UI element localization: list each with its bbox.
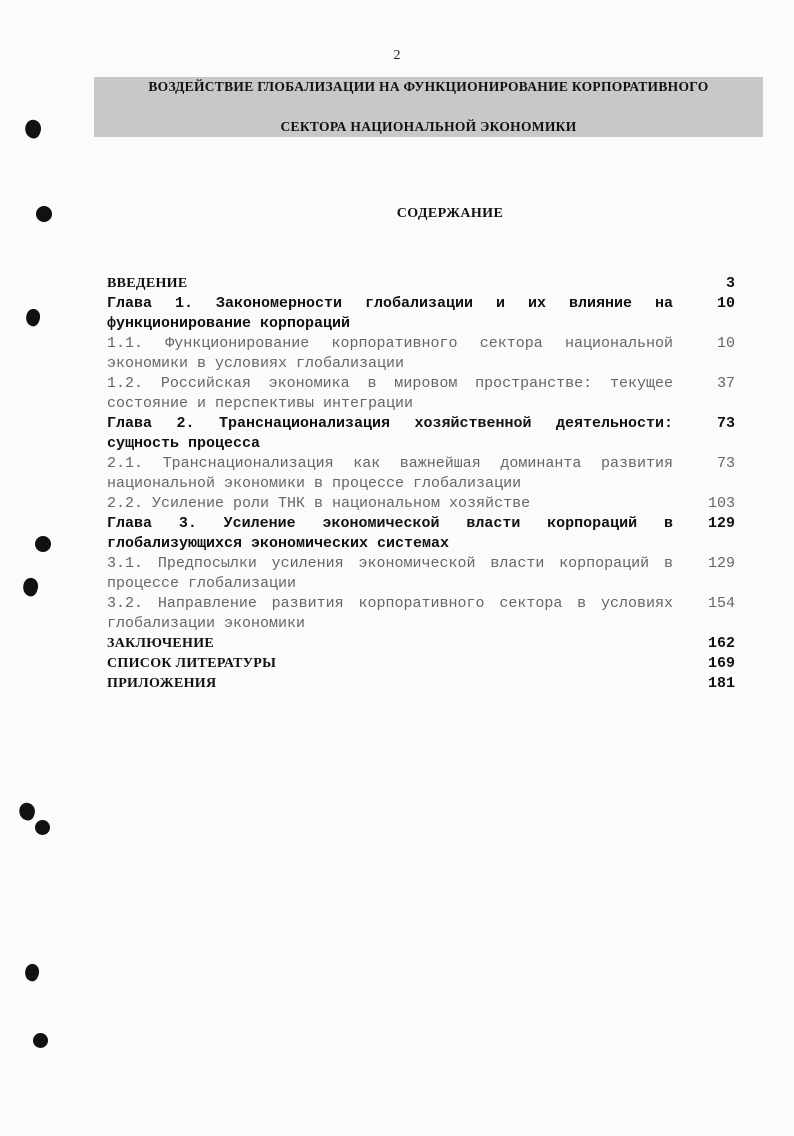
toc-row-conclusion [107, 634, 735, 654]
header-line-2: СЕКТОРА НАЦИОНАЛЬНОЙ ЭКОНОМИКИ [280, 119, 577, 134]
table-of-contents [107, 274, 735, 694]
toc-row-chapter-2 [107, 414, 735, 454]
ink-blot [24, 307, 43, 328]
toc-entry-text: 2.2. Усиление роли ТНК в национальном хозяйстве [107, 495, 531, 512]
toc-entry-text: Глава 1. Закономерности глобализации и их влияние на функционирование корпораций [107, 295, 673, 332]
toc-entry-text: 1.2. Российская экономика в мировом пространстве: текущее состояние и перспективы интеграции [107, 375, 673, 412]
toc-page-number: 3 [725, 275, 735, 292]
contents-title: СОДЕРЖАНИЕ [396, 206, 504, 221]
toc-entry-text: Глава 3. Усиление экономической власти корпораций в глобализующихся экономических системах [107, 515, 673, 552]
binder-hole [35, 820, 50, 835]
toc-page-number: 169 [707, 655, 735, 672]
binder-hole [33, 1033, 48, 1048]
toc-row-introduction [107, 274, 735, 294]
toc-row-appendices [107, 674, 735, 694]
toc-row-section-3-1 [107, 554, 735, 594]
toc-row-bibliography [107, 654, 735, 674]
toc-row-section-1-1 [107, 334, 735, 374]
page-number: 2 [393, 48, 401, 63]
toc-page-number: 73 [716, 415, 735, 432]
toc-page-number: 73 [716, 455, 735, 472]
toc-entry-text: ПРИЛОЖЕНИЯ [107, 676, 217, 691]
toc-row-chapter-3 [107, 514, 735, 554]
binder-hole [36, 206, 52, 222]
toc-row-section-2-1 [107, 454, 735, 494]
ink-blot [22, 118, 43, 140]
toc-row-chapter-1 [107, 294, 735, 334]
toc-page-number: 154 [707, 595, 735, 612]
toc-row-section-3-2 [107, 594, 735, 634]
toc-page-number: 10 [716, 295, 735, 312]
header-line-1: ВОЗДЕЙСТВИЕ ГЛОБАЛИЗАЦИИ НА ФУНКЦИОНИРОВАНИЕ КОРПОРАТИВНОГО [148, 79, 709, 94]
toc-entry-text: 3.2. Направление развития корпоративного сектора в условиях глобализации экономики [107, 595, 673, 632]
toc-entry-text: 2.1. Транснационализация как важнейшая доминанта развития национальной экономики в процессе глобализации [107, 455, 673, 492]
toc-page-number: 181 [707, 675, 735, 692]
toc-row-section-1-2 [107, 374, 735, 414]
binder-hole [35, 536, 51, 552]
toc-page-number: 129 [707, 515, 735, 532]
toc-entry-text: ВВЕДЕНИЕ [107, 276, 188, 291]
ink-blot [20, 576, 40, 598]
toc-row-section-2-2 [107, 494, 735, 514]
toc-entry-text: 1.1. Функционирование корпоративного сектора национальной экономики в условиях глобализации [107, 335, 673, 372]
toc-entry-text: Глава 2. Транснационализация хозяйственной деятельности: сущность процесса [107, 415, 673, 452]
ink-blot [23, 962, 42, 983]
toc-entry-text: СПИСОК ЛИТЕРАТУРЫ [107, 656, 277, 671]
toc-page-number: 129 [707, 555, 735, 572]
document-header [94, 77, 763, 137]
toc-page-number: 103 [707, 495, 735, 512]
toc-entry-text: 3.1. Предпосылки усиления экономической власти корпораций в процессе глобализации [107, 555, 673, 592]
ink-blot [17, 801, 38, 822]
toc-page-number: 10 [716, 335, 735, 352]
toc-page-number: 37 [716, 375, 735, 392]
toc-page-number: 162 [707, 635, 735, 652]
toc-entry-text: ЗАКЛЮЧЕНИЕ [107, 636, 215, 651]
